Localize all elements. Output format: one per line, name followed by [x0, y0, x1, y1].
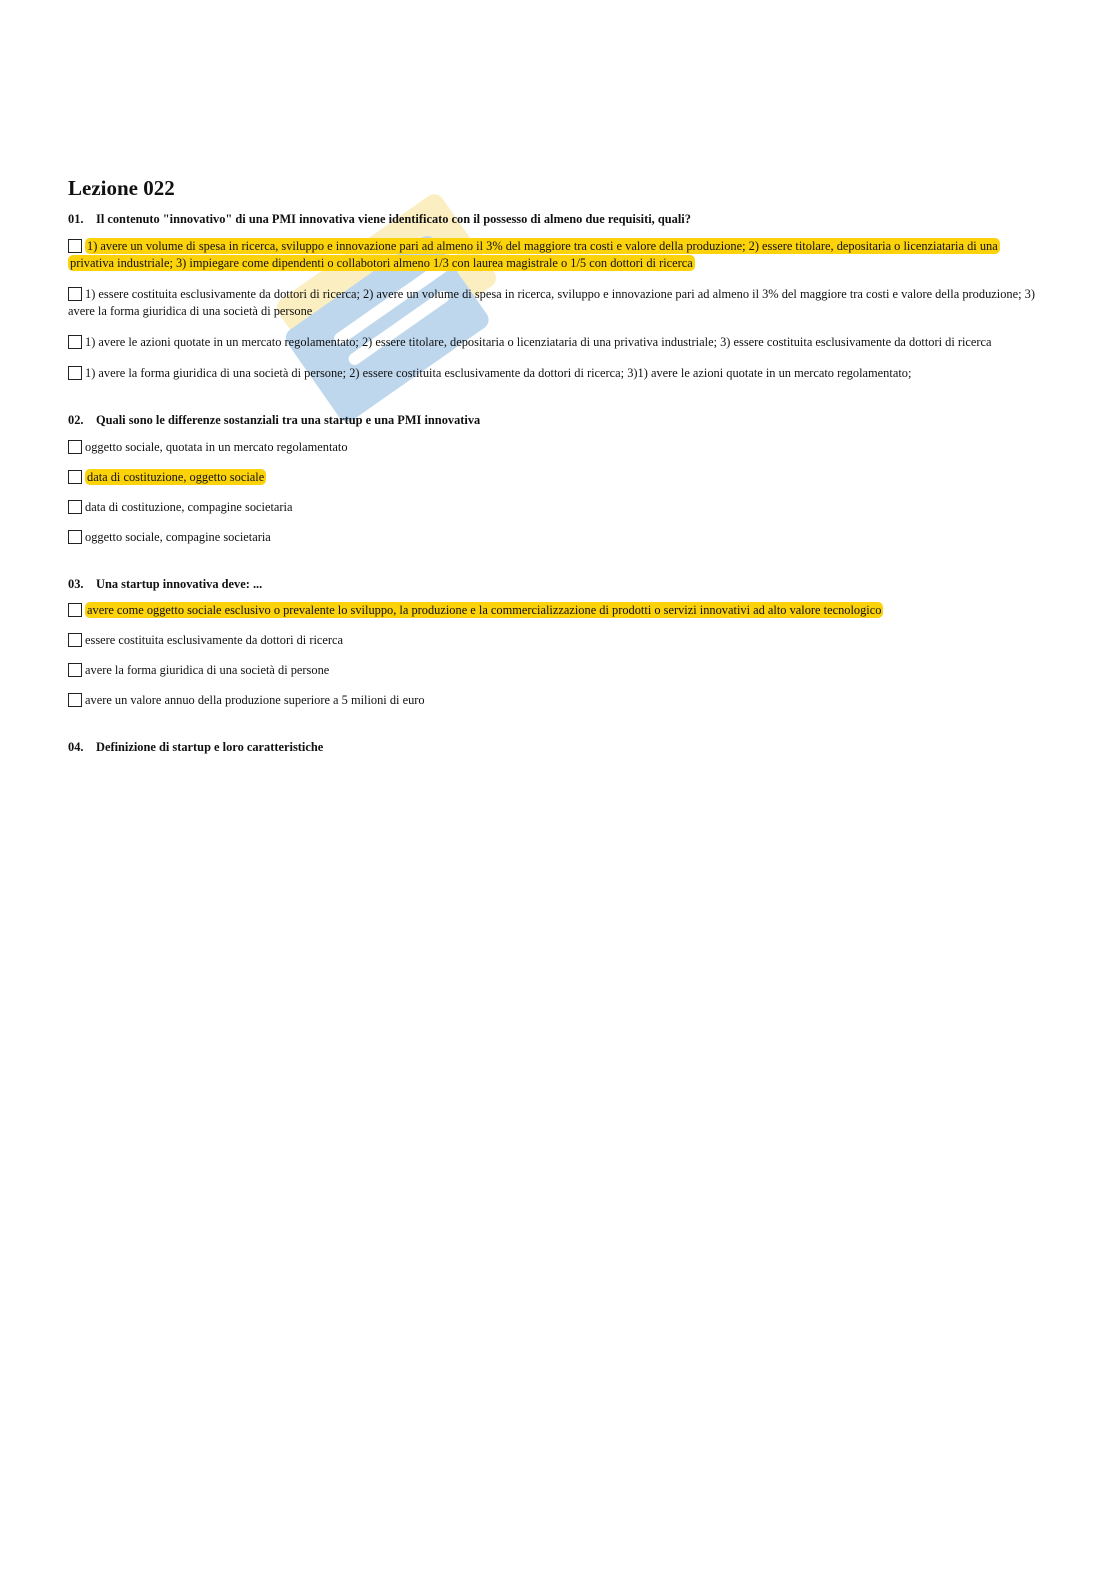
lesson-content	[68, 176, 1043, 786]
answer-text-highlighted: 1) avere un volume di spesa in ricerca, sviluppo e innovazione pari ad almeno il 3% del maggiore tra costi e valore della produzione; 2) essere titolare, depositaria o licenziataria di una privativa industriale; 3) impiegare come dipendenti o collabotori almeno 1/3 con laurea magistrale o 1/5 con dottori di ricerca	[70, 238, 998, 270]
answer-checkbox[interactable]	[68, 335, 82, 349]
answer-checkbox[interactable]	[68, 603, 82, 617]
question-block-04	[68, 739, 1043, 756]
answer-option	[68, 365, 1043, 382]
question-block-02	[68, 412, 1043, 546]
question-text: Quali sono le differenze sostanziali tra una startup e una PMI innovativa	[96, 412, 481, 427]
answer-option	[68, 632, 1043, 649]
answer-text: oggetto sociale, quotata in un mercato regolamentato	[85, 439, 348, 454]
answer-text: 1) avere le azioni quotate in un mercato regolamentato; 2) essere titolare, depositaria o licenziataria di una privativa industriale; 3) essere costituita esclusivamente da dottori di ricerca	[85, 334, 992, 349]
answer-checkbox[interactable]	[68, 633, 82, 647]
question-block-03	[68, 576, 1043, 710]
answer-option	[68, 529, 1043, 546]
answer-option	[68, 469, 1043, 486]
question-number: 02.	[68, 412, 84, 427]
answer-checkbox[interactable]	[68, 500, 82, 514]
lesson-title: Lezione 022	[68, 176, 175, 200]
question-title	[68, 412, 1043, 429]
answer-option	[68, 439, 1043, 456]
question-number: 03.	[68, 576, 84, 591]
answer-text: oggetto sociale, compagine societaria	[85, 529, 271, 544]
answer-checkbox[interactable]	[68, 470, 82, 484]
answer-text: essere costituita esclusivamente da dottori di ricerca	[85, 633, 344, 648]
question-text: Il contenuto "innovativo" di una PMI innovativa viene identificato con il possesso di almeno due requisiti, quali?	[96, 212, 691, 227]
question-block-01	[68, 211, 1043, 382]
question-number: 04.	[68, 740, 84, 755]
question-title	[68, 739, 1043, 756]
answer-text: 1) avere la forma giuridica di una società di persone; 2) essere costituita esclusivamente da dottori di ricerca; 3)1) avere le azioni quotate in un mercato regolamentato;	[85, 365, 912, 380]
answer-option	[68, 692, 1043, 709]
answer-checkbox[interactable]	[68, 693, 82, 707]
answer-checkbox[interactable]	[68, 530, 82, 544]
answer-option	[68, 238, 1043, 272]
question-title	[68, 211, 1043, 228]
answer-checkbox[interactable]	[68, 287, 82, 301]
question-title	[68, 576, 1043, 593]
answer-checkbox[interactable]	[68, 239, 82, 253]
answer-text: avere la forma giuridica di una società di persone	[85, 663, 330, 678]
answer-text: 1) essere costituita esclusivamente da dottori di ricerca; 2) avere un volume di spesa in ricerca, sviluppo e innovazione pari ad almeno il 3% del maggiore tra costi e valore della produzione; 3) avere la forma giuridica di una società di persone	[68, 286, 1035, 318]
answer-option	[68, 334, 1043, 351]
answer-option	[68, 286, 1043, 320]
answer-text-highlighted: data di costituzione, oggetto sociale	[87, 469, 265, 484]
answer-checkbox[interactable]	[68, 663, 82, 677]
answer-text-highlighted: avere come oggetto sociale esclusivo o prevalente lo sviluppo, la produzione e la commercializzazione di prodotti o servizi innovativi ad alto valore tecnologico	[87, 603, 882, 618]
answer-option	[68, 499, 1043, 516]
answer-text: avere un valore annuo della produzione superiore a 5 milioni di euro	[85, 693, 425, 708]
question-text: Definizione di startup e loro caratteristiche	[96, 740, 324, 755]
question-text: Una startup innovativa deve: ...	[96, 576, 263, 591]
answer-checkbox[interactable]	[68, 366, 82, 380]
question-number: 01.	[68, 212, 84, 227]
answer-checkbox[interactable]	[68, 440, 82, 454]
answer-option	[68, 602, 1043, 619]
answer-option	[68, 662, 1043, 679]
answer-text: data di costituzione, compagine societaria	[85, 499, 293, 514]
